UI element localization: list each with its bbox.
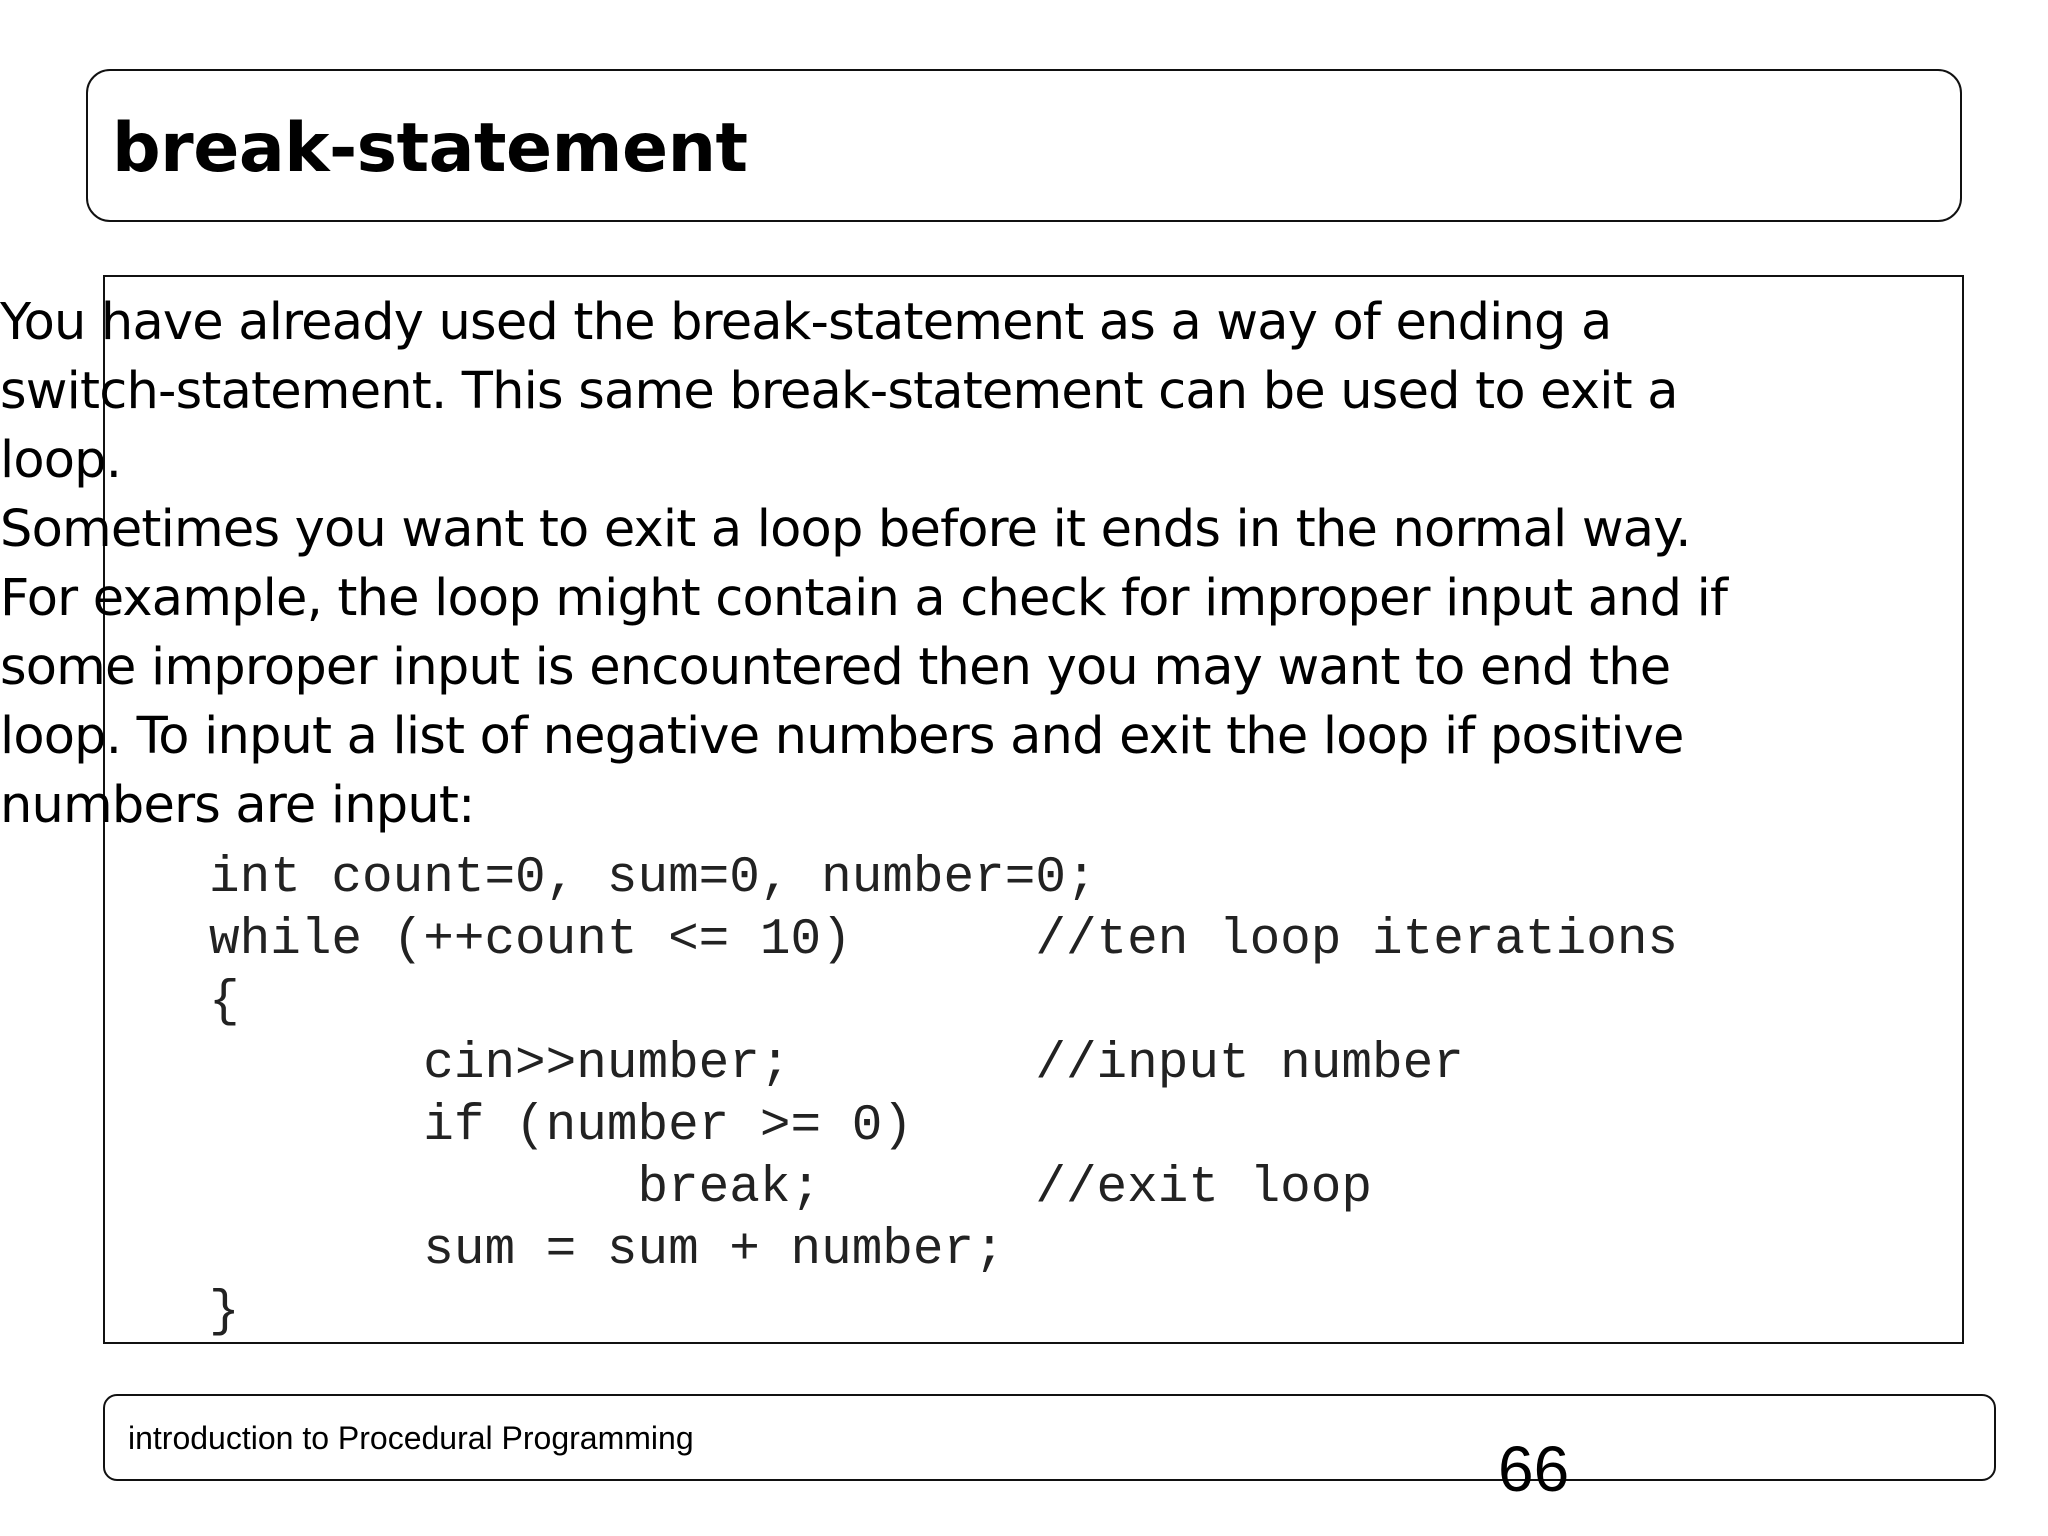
paragraph-line: You have already used the break-statement as a way of ending a (0, 293, 1612, 352)
code-line: } (209, 1284, 240, 1341)
paragraph-line: switch-statement. This same break-statement can be used to exit a (0, 362, 1678, 421)
code-line: sum = sum + number; (209, 1222, 1005, 1279)
paragraph-line: some improper input is encountered then you may want to end the (0, 638, 1671, 697)
code-line: if (number >= 0) (209, 1098, 913, 1155)
slide-title: break-statement (112, 109, 748, 188)
footer-course-title: introduction to Procedural Programming (128, 1420, 694, 1456)
code-line: while (++count <= 10) //ten loop iterations (209, 912, 1679, 969)
paragraph-line: For example, the loop might contain a check for improper input and if (0, 569, 1728, 628)
code-line: cin>>number; //input number (209, 1036, 1464, 1093)
code-line: break; //exit loop (209, 1160, 1372, 1217)
paragraph-line: loop. (0, 431, 122, 490)
paragraph-line: loop. To input a list of negative numbers and exit the loop if positive (0, 707, 1684, 766)
code-line: int count=0, sum=0, number=0; (209, 850, 1097, 907)
paragraph-line: numbers are input: (0, 776, 475, 835)
body-paragraph (0, 288, 1900, 840)
paragraph-line: Sometimes you want to exit a loop before it ends in the normal way. (0, 500, 1691, 559)
code-block (209, 848, 1678, 1344)
code-line: { (209, 974, 240, 1031)
page-number: 66 (1498, 1433, 1570, 1505)
